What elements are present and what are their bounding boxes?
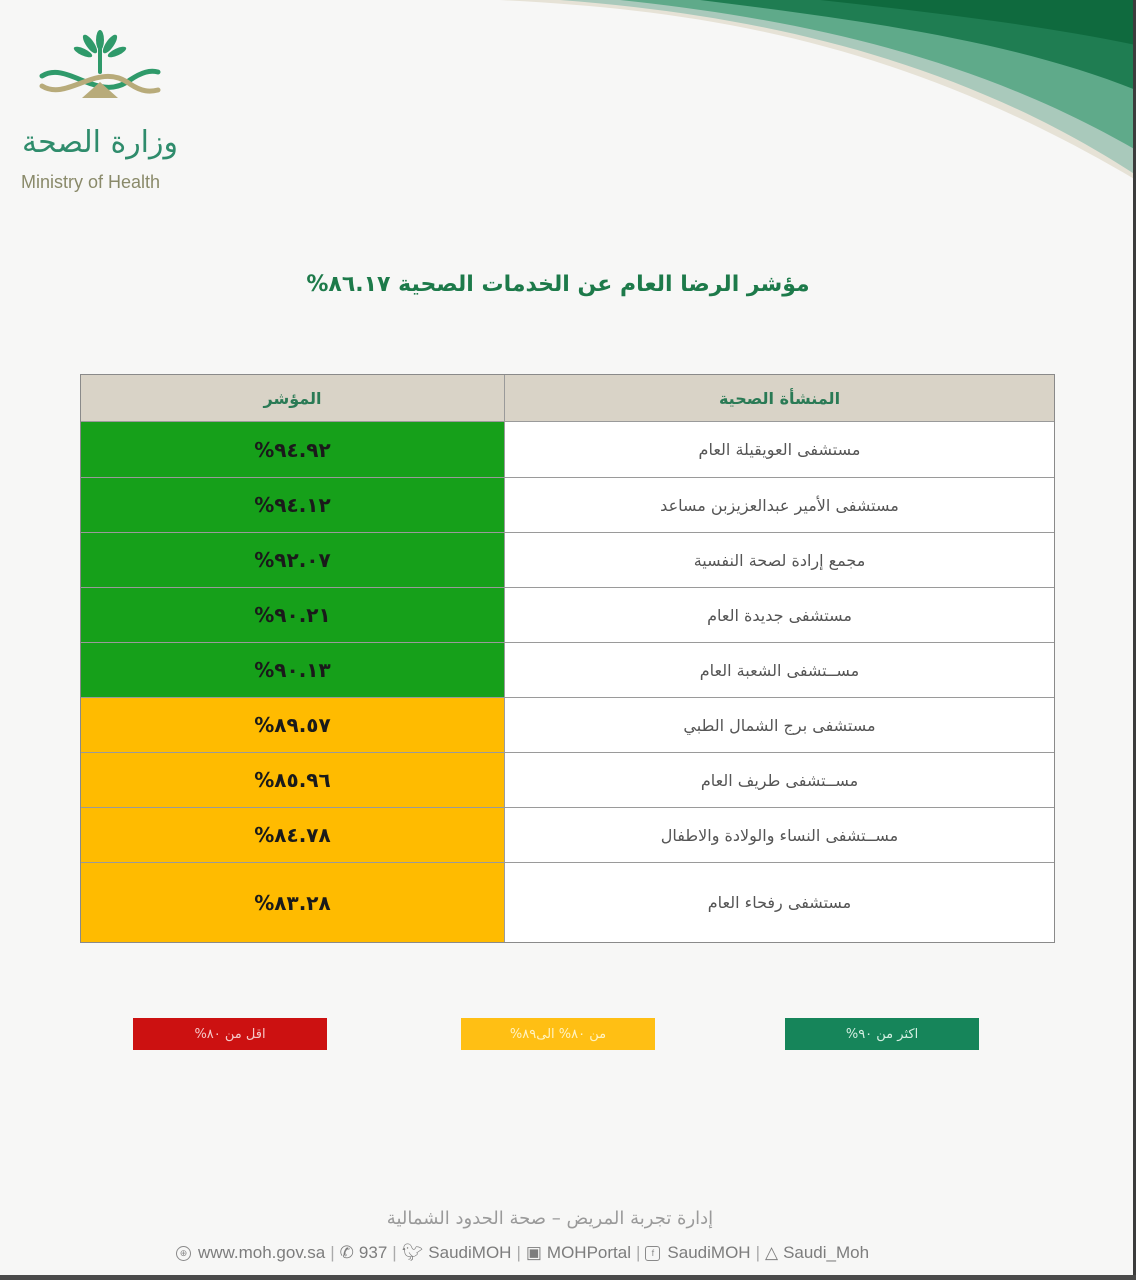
row-value: %٩٤.٩٢ (81, 422, 505, 477)
row-facility: مجمع إرادة لصحة النفسية (505, 533, 1054, 587)
table-row (81, 697, 1054, 752)
twitter-handle[interactable]: SaudiMOH (428, 1243, 512, 1262)
legend-below-80: اقل من ٨٠% (133, 1018, 327, 1050)
facebook-icon: f (645, 1246, 660, 1261)
frame-border-bottom (0, 1275, 1136, 1280)
page-title: مؤشر الرضا العام عن الخدمات الصحية ٨٦.١٧% (306, 272, 810, 297)
row-facility: مستشفى الأمير عبدالعزيزبن مساعد (505, 478, 1054, 532)
row-value: %٩٠.١٣ (81, 643, 505, 697)
row-facility: مستشفى جديدة العام (505, 588, 1054, 642)
row-value: %٩٢.٠٧ (81, 533, 505, 587)
separator: | (330, 1243, 335, 1262)
table-row (81, 642, 1054, 697)
twitter-icon: 🐦︎ (401, 1243, 424, 1262)
separator: | (516, 1243, 521, 1262)
table-header (81, 375, 1054, 422)
separator: | (392, 1243, 397, 1262)
legend-above-90: اكثر من ٩٠% (785, 1018, 979, 1050)
row-facility: مستشفى رفحاء العام (505, 863, 1054, 942)
row-value: %٨٩.٥٧ (81, 698, 505, 752)
snapchat-icon: △ (764, 1243, 779, 1262)
logo-english-name: Ministry of Health (21, 172, 161, 192)
website-link[interactable]: www.moh.gov.sa (198, 1243, 326, 1262)
ministry-logo (18, 26, 188, 192)
header-facility: المنشأة الصحية (505, 375, 1054, 421)
table-row (81, 752, 1054, 807)
snapchat-handle[interactable]: Saudi_Moh (783, 1243, 870, 1262)
footer-contacts (176, 1240, 936, 1266)
satisfaction-table (80, 374, 1055, 943)
palm-swords-emblem-icon (18, 26, 188, 126)
row-facility: مستشفى برج الشمال الطبي (505, 698, 1054, 752)
row-value: %٩٤.١٢ (81, 478, 505, 532)
table-row (81, 532, 1054, 587)
header-indicator: المؤشر (81, 375, 505, 421)
row-facility: مســتشفى النساء والولادة والاطفال (505, 808, 1054, 862)
table-row (81, 422, 1054, 477)
table-row (81, 862, 1054, 942)
legend-80-to-89: من ٨٠% الى٨٩% (461, 1018, 655, 1050)
row-facility: مستشفى العويقيلة العام (505, 422, 1054, 477)
phone-number[interactable]: 937 (358, 1243, 388, 1262)
table-row (81, 477, 1054, 532)
row-value: %٨٣.٢٨ (81, 863, 505, 942)
row-value: %٩٠.٢١ (81, 588, 505, 642)
footer-department: إدارة تجربة المريض – صحة الحدود الشمالية (386, 1208, 714, 1229)
table-row (81, 587, 1054, 642)
separator: | (636, 1243, 641, 1262)
row-value: %٨٤.٧٨ (81, 808, 505, 862)
youtube-handle[interactable]: MOHPortal (546, 1243, 631, 1262)
row-value: %٨٥.٩٦ (81, 753, 505, 807)
table-row (81, 807, 1054, 862)
phone-icon: ✆ (339, 1243, 354, 1262)
globe-icon: ⊕ (176, 1246, 191, 1261)
facebook-handle[interactable]: SaudiMOH (667, 1243, 751, 1262)
separator: | (755, 1243, 760, 1262)
row-facility: مســتشفى الشعبة العام (505, 643, 1054, 697)
logo-arabic-name: وزارة الصحة (22, 125, 178, 160)
row-facility: مســتشفى طريف العام (505, 753, 1054, 807)
youtube-icon: ▣ (525, 1243, 542, 1262)
